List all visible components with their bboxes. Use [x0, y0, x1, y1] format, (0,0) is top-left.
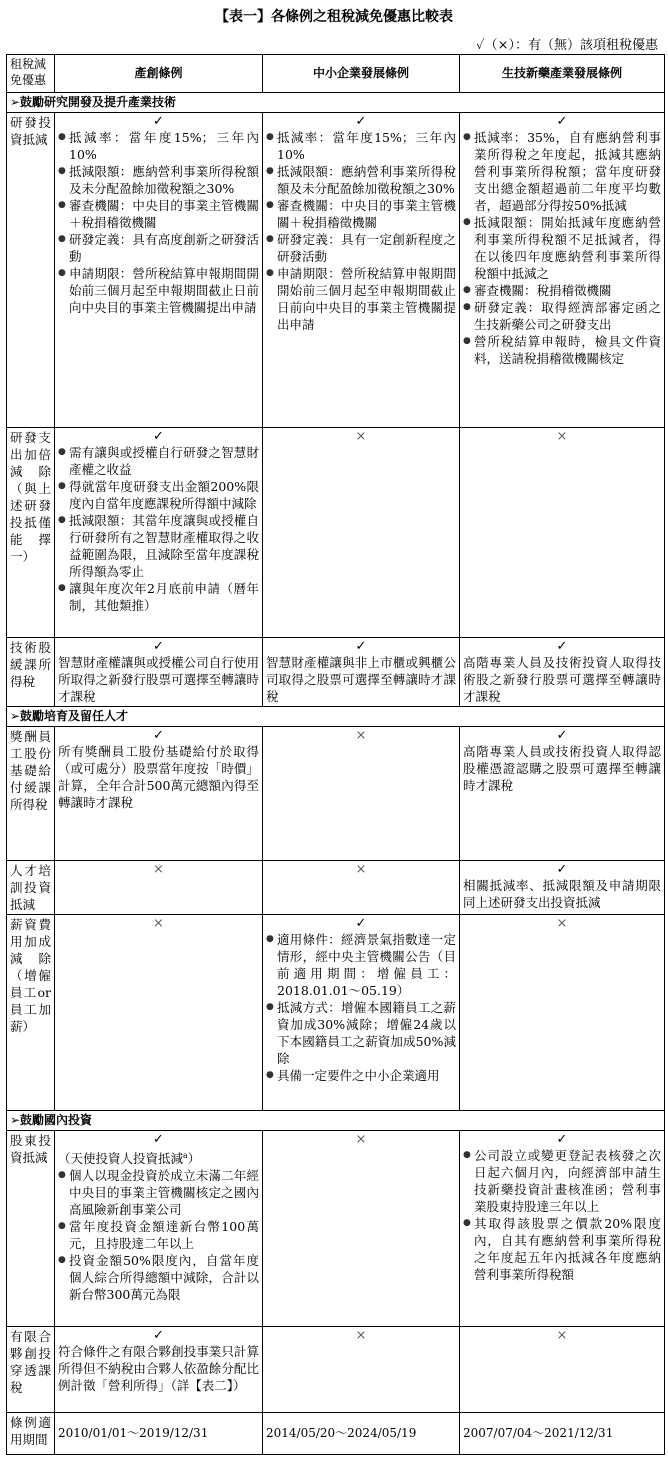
list-item: ● 投資金額50%限度內，自當年度個人綜合所得總額中減除，合計以新台幣300萬元為限 [69, 1252, 259, 1303]
check-icon: ✓ [153, 114, 164, 129]
cross-icon: × [556, 916, 568, 931]
cross-icon: × [355, 1328, 367, 1343]
check-icon: ✓ [556, 862, 568, 877]
check-icon: ✓ [355, 916, 367, 931]
cell-inv-c2 [263, 1131, 460, 1327]
angel-note-close: ） [187, 1151, 201, 1167]
list-item: ● 抵減限額：應納營利事業所得稅額及未分配盈餘加徵稅額之30% [277, 163, 456, 197]
check-icon: ✓ [153, 1132, 164, 1147]
legend-note: ✓（×）：有（無）該項租稅優惠 [476, 38, 658, 53]
table-row [7, 1327, 665, 1413]
list-item: ● 其取得該股票之價款20%限度內，自其有應納營利事業所得稅之年度起五年內抵減各年度應納營利事業所得稅額 [474, 1215, 661, 1283]
cell-rd2-c3 [460, 428, 665, 638]
table-title: 【表一】各條例之租稅減免優惠比較表 [215, 9, 453, 25]
check-icon: ✓ [355, 114, 367, 129]
list-item: ● 個人以現金投資於成立未滿二年經中央目的事業主管機關核定之國內高風險新創事業公司 [69, 1167, 259, 1218]
table-row [7, 428, 665, 638]
list-item: ● 研發定義：具有高度創新之研發活動 [69, 231, 259, 265]
cell-rd-c3 [460, 113, 665, 428]
cell-period-c2: 2014/05/20～2024/05/19 [263, 1413, 460, 1455]
cross-icon: × [355, 862, 367, 877]
cross-icon: × [355, 1132, 367, 1147]
cell-talent-c3 [460, 861, 665, 915]
angel-investor-note [58, 1147, 259, 1167]
cell-emp-c1 [55, 727, 263, 861]
check-icon: ✓ [355, 639, 367, 654]
cell-llp-c1 [55, 1327, 263, 1413]
angel-note-text: （天使投資人投資抵減 [58, 1151, 184, 1167]
row-label-llp: 有限合夥創投穿透課稅 [7, 1327, 55, 1413]
table-row [7, 113, 665, 428]
cross-icon: × [355, 728, 367, 743]
cell-inv-c1 [55, 1131, 263, 1327]
cell-text: 所有獎酬員工股份基礎給付於取得（或可處分）股票當年度按「時價」計算，全年合計500萬元總額內得至轉讓時才課稅 [58, 744, 259, 810]
list-item: ● 抵減限額：開始抵減年度應納營利事業所得稅額不足抵減者，得在以後四年度應納營利事業所得稅額中抵減之 [474, 214, 661, 282]
header-col2: 中小企業發展條例 [263, 55, 460, 93]
cell-emp-c3 [460, 727, 665, 861]
list-item: ● 需有讓與或授權自行研發之智慧財產權之收益 [69, 444, 259, 478]
cell-text: 相關抵減率、抵減限額及申請期限同上述研發支出投資抵減 [463, 878, 661, 910]
list-item: ● 抵減率：當年度15%；三年內10% [277, 129, 456, 163]
header-col3: 生技新藥產業發展條例 [460, 55, 665, 93]
list-item: ● 抵減限額：應納營利事業所得稅額及未分配盈餘加徵稅額之30% [69, 163, 259, 197]
table-row [7, 1131, 665, 1327]
check-icon: ✓ [556, 639, 568, 654]
check-icon: ✓ [153, 639, 164, 654]
cell-text: 高階專業人員及技術投資人取得技術股之新發行股票可選擇至轉讓時才課稅 [463, 655, 661, 704]
list-item: ● 公司設立或變更登記表核發之次日起六個月內，向經濟部申請生技新藥投資計畫核准函；營利事業股東持股達三年以上 [474, 1147, 661, 1215]
list-item: ● 營所稅結算申報時，檢具文件資料，送請稅捐稽徵機關核定 [474, 333, 661, 367]
cell-tech-c1 [55, 638, 263, 707]
row-label-inv: 股東投資抵減 [7, 1131, 55, 1327]
cell-tech-c3 [460, 638, 665, 707]
cell-salary-c1 [55, 915, 263, 1111]
row-label-salary: 薪資費用加成減除（增僱員工or員工加薪） [7, 915, 55, 1111]
check-icon: ✓ [556, 114, 568, 129]
comparison-table [6, 54, 665, 1455]
cross-icon: × [556, 429, 568, 444]
cross-icon: × [556, 1328, 568, 1343]
list-item: ● 研發定義：具有一定創新程度之研發活動 [277, 231, 456, 265]
cell-salary-c2 [263, 915, 460, 1111]
cell-period-c3: 2007/07/04～2021/12/31 [460, 1413, 665, 1455]
section-talent: ➢鼓勵培育及留任人才 [7, 707, 665, 727]
list-item: ● 審查機關：中央目的事業主管機關＋稅捐稽徵機關 [69, 197, 259, 231]
table-row [7, 915, 665, 1111]
list-item: ● 得就當年度研發支出金額200%限度內自當年度應課稅所得額中減除 [69, 478, 259, 512]
list-item: ● 抵減率：當年度15%；三年內10% [69, 129, 259, 163]
check-icon: ✓ [153, 429, 164, 444]
cross-icon: × [153, 916, 164, 931]
cell-llp-c2 [263, 1327, 460, 1413]
check-icon: ✓ [556, 1132, 568, 1147]
cell-text: 高階專業人員或技術投資人取得認股權憑證認購之股票可選擇至轉讓時才課稅 [463, 744, 661, 793]
header-col0: 租稅減免優惠 [7, 55, 55, 93]
check-icon: ✓ [153, 1328, 164, 1343]
section-rd: ➢鼓勵研究開發及提升產業技術 [7, 93, 665, 113]
cell-llp-c3 [460, 1327, 665, 1413]
list-item: ● 適用條件：經濟景氣指數達一定情形，經中央主管機關公告（目前適用期間：增僱員工：2018.01.01～05.19） [277, 931, 456, 999]
check-icon: ✓ [556, 728, 568, 743]
list-item: ● 抵減率：35%，自有應納營利事業所得稅之年度起，抵減其應納營利事業所得稅額；當年度研發支出總金額超過前二年度平均數者，超過部分得按50%抵減 [474, 129, 661, 214]
cell-text: 智慧財產權讓與或授權公司自行使用所取得之新發行股票可選擇至轉讓時才課稅 [58, 655, 259, 704]
cross-icon: × [153, 862, 164, 877]
cell-rd2-c2 [263, 428, 460, 638]
list-item: ● 抵減方式：增僱本國籍員工之薪資加成30%減除；增僱24歲以下本國籍員工之薪資加成50%減除 [277, 999, 456, 1067]
row-label-rd2: 研發支出加倍減除（與上述研發投抵僅能擇一） [7, 428, 55, 638]
row-label-talent: 人才培訓投資抵減 [7, 861, 55, 915]
cell-rd-c2 [263, 113, 460, 428]
table-row [7, 727, 665, 861]
list-item: ● 當年度投資金額達新台幣100萬元，且持股達二年以上 [69, 1218, 259, 1252]
list-item: ● 研發定義：取得經濟部審定函之生技新藥公司之研發支出 [474, 299, 661, 333]
row-label-tech: 技術股緩課所得稅 [7, 638, 55, 707]
list-item: ● 抵減限額：其當年度讓與或授權自行研發所有之智慧財產權取得之收益範圍為限，且減除至當年度課稅所得額為零止 [69, 512, 259, 580]
cell-tech-c2 [263, 638, 460, 707]
cell-talent-c1 [55, 861, 263, 915]
list-item: ● 讓與年度次年2月底前申請（曆年制，其他類推） [69, 580, 259, 614]
table-header-row [7, 55, 665, 93]
list-item: ● 審查機關：稅捐稽徵機關 [474, 282, 661, 299]
cell-salary-c3 [460, 915, 665, 1111]
list-item: ● 審查機關：中央目的事業主管機關＋稅捐稽徵機關 [277, 197, 456, 231]
row-label-period: 條例適用期間 [7, 1413, 55, 1455]
list-item: ● 申請期限：營所稅結算申報期間開始前三個月起至申報期間截止日前向中央目的事業主管機關提出申請 [69, 265, 259, 316]
footnote-marker: a [183, 1151, 188, 1160]
cell-period-c1: 2010/01/01～2019/12/31 [55, 1413, 263, 1455]
table-row [7, 861, 665, 915]
cell-emp-c2 [263, 727, 460, 861]
section-invest: ➢鼓勵國內投資 [7, 1111, 665, 1131]
table-row [7, 1413, 665, 1455]
cell-text: 智慧財產權讓與非上市櫃或興櫃公司取得之股票可選擇至轉讓時才課稅 [266, 655, 456, 704]
table-row [7, 638, 665, 707]
row-label-rd: 研發投資抵減 [7, 113, 55, 428]
row-label-emp: 獎酬員工股份基礎給付緩課所得稅 [7, 727, 55, 861]
list-item: ● 申請期限：營所稅結算申報期間開始前三個月起至申報期間截止日前向中央目的事業主管機關提出申請 [277, 265, 456, 333]
cell-rd2-c1 [55, 428, 263, 638]
header-col1: 產創條例 [55, 55, 263, 93]
cell-text: 符合條件之有限合夥創投事業只計算所得但不納稅由合夥人依盈餘分配比例計徵「營利所得」（詳【表二】） [58, 1344, 259, 1393]
cross-icon: × [355, 429, 367, 444]
cell-talent-c2 [263, 861, 460, 915]
cell-inv-c3 [460, 1131, 665, 1327]
cell-rd-c1 [55, 113, 263, 428]
list-item: ● 具備一定要件之中小企業適用 [277, 1067, 456, 1084]
check-icon: ✓ [153, 728, 164, 743]
